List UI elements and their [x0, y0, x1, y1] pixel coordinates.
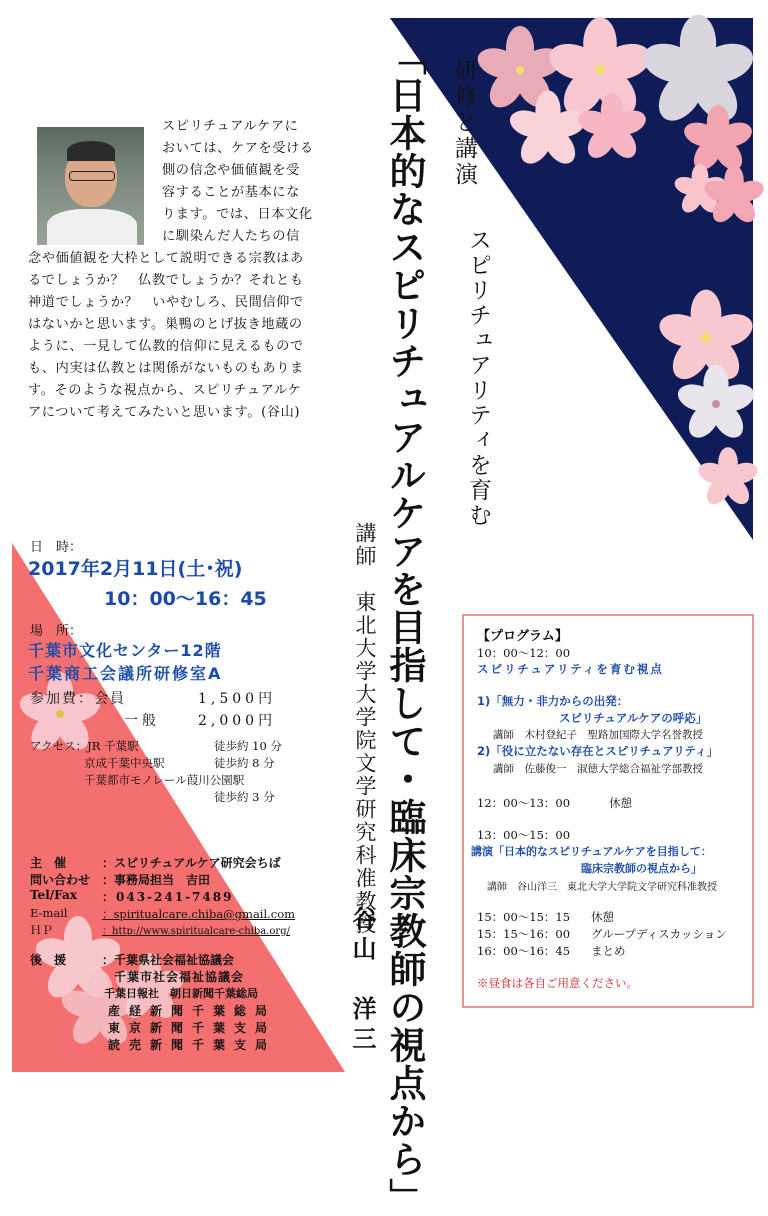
- intro-text: [162, 116, 322, 248]
- lunch-time: 12：00〜13：00: [477, 796, 571, 810]
- intro-text-continued: [28, 248, 328, 424]
- glasses-icon: [69, 171, 115, 181]
- tel-value: ：043-241-7489: [102, 890, 234, 904]
- intro-line: スピリチュアルケアに: [162, 119, 299, 134]
- access-line: 千葉都市モノレール葭川公園駅: [84, 773, 245, 787]
- lunch-label: 休憩: [609, 796, 632, 810]
- intro-line: ように、一見して仏教的信仰に見えるもので: [28, 339, 304, 354]
- intro-line: はないかと思います。巣鴨のとげ抜き地蔵の: [28, 317, 303, 332]
- subtitle-line2: スピリチュアリティを育む: [465, 228, 491, 528]
- intro-line: 側の信念や価値観を受: [162, 163, 300, 178]
- program-heading: 【プログラム】: [477, 629, 568, 644]
- event-place2: 千葉商工会議所研修室A: [28, 664, 223, 683]
- lecturer-title: 講師 東北大学大学院文学研究科准教授: [353, 522, 377, 936]
- talk2-speaker: 講師 佐藤俊一 淑徳大学総合福祉学部教授: [493, 763, 703, 775]
- hp-link[interactable]: ：http://www.spiritualcare-chiba.org/: [102, 926, 290, 937]
- contact-label: 問い合わせ: [30, 873, 91, 887]
- supporter: 千葉市社会福祉協議会: [114, 970, 245, 984]
- lecturer-name: 谷山 洋三: [348, 906, 377, 1056]
- lunch-note: ※昼食は各自ご用意ください。: [477, 976, 638, 990]
- intro-line: も、内実は仏教とは関係がないものもありま: [28, 361, 304, 376]
- supporter: 産経新聞千葉総局: [108, 1004, 277, 1018]
- intro-line: ります。では、日本文化: [162, 207, 313, 222]
- subtitle-line1: 研修と講演: [451, 58, 477, 188]
- access-time: 徒歩約 10 分: [214, 739, 282, 753]
- sched-label: まとめ: [591, 944, 626, 958]
- fee-member: 1,500円: [198, 691, 277, 707]
- morning-time: 10：00〜12：00: [477, 646, 571, 660]
- fee-general-label: 一般: [124, 713, 160, 729]
- intro-line: 容することが基本にな: [162, 185, 300, 200]
- access-time: 徒歩約 8 分: [214, 756, 275, 770]
- intro-line: るでしょうか？ 仏教でしょうか？それとも: [28, 273, 304, 288]
- access-line: 京成千葉中央駅: [84, 756, 165, 770]
- lecture-title-cont: 臨床宗教師の視点から」: [581, 862, 702, 875]
- contact-value: ：事務局担当 吉田: [102, 873, 211, 887]
- event-time: 10：00〜16：45: [104, 588, 267, 610]
- place-label: 場 所：: [30, 624, 83, 639]
- sched-time: 15：15〜16：00: [477, 927, 571, 941]
- sched-label: グループディスカッション: [591, 927, 727, 941]
- sched-label: 休憩: [591, 910, 614, 924]
- date-label: 日 時：: [30, 540, 83, 555]
- email-label: E-mail: [30, 906, 68, 920]
- intro-line: に馴染んだ人たちの信: [162, 229, 300, 244]
- intro-line: 念や価値観を大枠として説明できる宗教はあ: [28, 251, 304, 266]
- intro-line: 神道でしょうか？ いやむしろ、民間信仰で: [28, 295, 304, 310]
- hp-label: ＨＰ: [30, 923, 53, 937]
- access-line: アクセス：JR 千葉駅: [30, 739, 139, 753]
- host-label: 主 催: [30, 856, 67, 870]
- sched-time: 15：00〜15：15: [477, 910, 571, 924]
- talk2-title: 2)「役に立たない存在とスピリチュアリティ」: [477, 744, 719, 758]
- email-link[interactable]: ：spiritualcare.chiba@gmail.com: [102, 907, 296, 921]
- intro-line: す。そのような視点から、スピリチュアルケ: [28, 383, 302, 398]
- morning-title: スピリチュアリティを育む視点: [477, 662, 664, 676]
- supporter: 読売新聞千葉支局: [108, 1038, 277, 1052]
- lecture-title: 講演「日本的なスピリチュアルケアを目指して：: [471, 845, 712, 858]
- supporter: ：千葉県社会福祉協議会: [102, 953, 235, 967]
- avatar-shirt: [47, 209, 137, 245]
- lecturer-photo: [37, 127, 144, 245]
- afternoon-time: 13：00〜15：00: [477, 828, 571, 842]
- avatar-hair: [67, 141, 115, 161]
- sched-time: 16：00〜16：45: [477, 944, 571, 958]
- program-box: [463, 615, 753, 1007]
- support-label: 後 援: [30, 953, 67, 967]
- fee-label: 参加費：会員: [30, 691, 126, 707]
- event-date: 2017年2月11日(土･祝): [28, 558, 243, 580]
- talk1-title: 1)「無力・非力からの出発：: [477, 694, 629, 708]
- event-place1: 千葉市文化センター12階: [28, 641, 222, 660]
- host-value: ：スピリチュアルケア研究会ちば: [102, 856, 281, 870]
- supporter: 東京新聞千葉支局: [108, 1021, 277, 1035]
- talk1-speaker: 講師 木村登紀子 聖路加国際大学名誉教授: [493, 729, 703, 741]
- intro-line: アについて考えてみたいと思います。(谷山): [28, 405, 301, 420]
- tel-label: Tel/Fax: [30, 888, 77, 902]
- fee-general: 2,000円: [198, 713, 277, 729]
- main-title: 「日本的なスピリチュアルケアを目指して・臨床宗教師の視点から」: [383, 38, 426, 1216]
- talk1-title-cont: スピリチュアルケアの呼応」: [559, 711, 708, 725]
- access-time: 徒歩約 3 分: [214, 790, 275, 804]
- supporter: 千葉日報社 朝日新聞千葉総局: [104, 987, 258, 1000]
- lecture-speaker: 講師 谷山洋三 東北大学大学院文学研究科准教授: [487, 882, 717, 893]
- intro-line: おいては、ケアを受ける: [162, 141, 314, 156]
